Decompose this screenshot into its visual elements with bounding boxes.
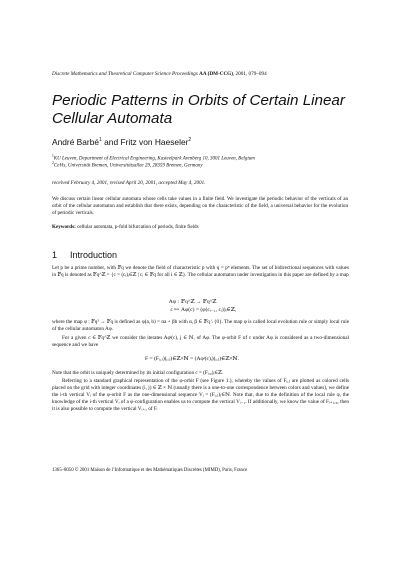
ca-map-line1-rhs: 𝔽q^ℤ → 𝔽q^ℤ — [181, 299, 217, 305]
section-number: 1 — [52, 250, 58, 260]
copyright-footer: 1365–8050 © 2001 Maison de l’Informatique et des Mathématiques Discrètes (MIMD), Paris, France — [52, 468, 248, 473]
journal-pages: , 2001, 079–094 — [232, 71, 267, 77]
author-1-marker: 1 — [99, 137, 102, 144]
local-rule-paragraph: where the map φ : 𝔽q² → 𝔽q is defined as φ(a, b) = αa + βb with α, β ∈ 𝔽q \ {0}. The map φ is called local evolution rule or simply local rule of the cellular automaton Aφ. — [52, 319, 349, 333]
author-1: André Barbé — [52, 137, 100, 147]
keywords — [52, 224, 199, 230]
ca-map-equation — [145, 298, 255, 314]
keywords-text: cellular automata, p-fold bifurcation of periods, finite fields — [77, 224, 199, 230]
author-2-marker: 2 — [188, 137, 192, 144]
affiliation-2-text: CeVis, Universität Bremen, Universitätsallee 29, 28359 Bremen, Germany — [53, 163, 203, 169]
ca-map-line2-lhs: c ↦ — [170, 307, 179, 313]
paper-title: Periodic Patterns in Orbits of Certain Linear Cellular Automata — [52, 92, 345, 127]
author-line — [52, 137, 191, 147]
affiliation-2 — [52, 161, 203, 169]
affiliation-1-text: KU Leuven, Department of Electrical Engineering, Kasteelpark Arenberg 10, 3001 Leuven, Belgium — [53, 156, 255, 162]
ca-map-line1-lhs: Aφ : — [168, 299, 179, 305]
keywords-label: Keywords: — [52, 224, 76, 230]
journal-volume: AA (DM-CCG) — [199, 71, 233, 77]
received-dates: received February 4, 2001, revised April 20, 2001, accepted May 4, 2001. — [52, 180, 206, 186]
iterates-paragraph: For a given c ∈ 𝔽q^ℤ we consider the iterates Aφʲ(c), j ∈ ℕ, of Aφ. The φ-orbit F of c under Aφ is considered as a two-dimensional sequence and we have — [52, 335, 349, 349]
affiliation-1-marker: 1 — [52, 154, 54, 158]
affiliation-2-marker: 2 — [52, 161, 54, 165]
section-title: Introduction — [70, 250, 118, 260]
intro-paragraph: Let p be a prime number, with 𝔽q we denote the field of characteristic p with q = pⁿ elements. The set of bidirectional sequences with values in 𝔽q is denoted as 𝔽q^ℤ = {c = (cᵢ)ᵢ∈ℤ | cᵢ ∈ 𝔽q for all i ∈ ℤ}. The cellular automaton under investigation in this paper are defined by a map — [52, 265, 349, 279]
orbit-note-paragraph: Note that the orbit is uniquely determined by its initial configuration c = (Fᵢ,₀)ᵢ∈ℤ. — [52, 370, 224, 376]
abstract: We discuss certain linear cellular automata whose cells take values in a finite field. We investigate the periodic behavior of the verticals of an orbit of the cellular automaton and establish that there exists, depending on the characteristic of the field, a universal behavior for the evolution of periodic verticals. — [52, 196, 348, 216]
author-2: and Fritz von Haeseler — [104, 137, 189, 147]
orbit-equation: F = (Fᵢ,ⱼ)(ᵢ,ⱼ)∈ℤ×ℕ = (Aφʲ(c)ᵢ)(ᵢ,ⱼ)∈ℤ×ℕ. — [145, 356, 240, 362]
vertical-definition-paragraph: Referring to a standard graphical representation of the φ-orbit F (see Figure 1.), whereby the values of Fᵢ,ⱼ are plotted as colored cells placed on the grid with integer coordinates (i, j) ∈ ℤ × ℕ (usually there is a one-to-one correspondence between colors and values), we define the i-th vertical Vᵢ of the φ-orbit F as the one-dimensional sequence Vᵢ = (Fᵢ,ⱼ)ⱼ∈ℕ. Note that, due to the definition of the local rule φ, the knowledge of the i-th vertical Vᵢ of a φ-configuration enables us to compute the vertical Vᵢ₋₁. If additionally, we know the value of Fᵢ₊₁,₀, then it is also possible to compute the vertical Vᵢ₊₁ of F. — [52, 378, 349, 413]
journal-header — [52, 71, 352, 77]
journal-name: Discrete Mathematics and Theoretical Computer Science Proceedings — [52, 71, 198, 77]
ca-map-line2-rhs: Aφ(c) = (φ(cᵢ₋₁, cᵢ))ᵢ∈ℤ, — [181, 307, 237, 313]
